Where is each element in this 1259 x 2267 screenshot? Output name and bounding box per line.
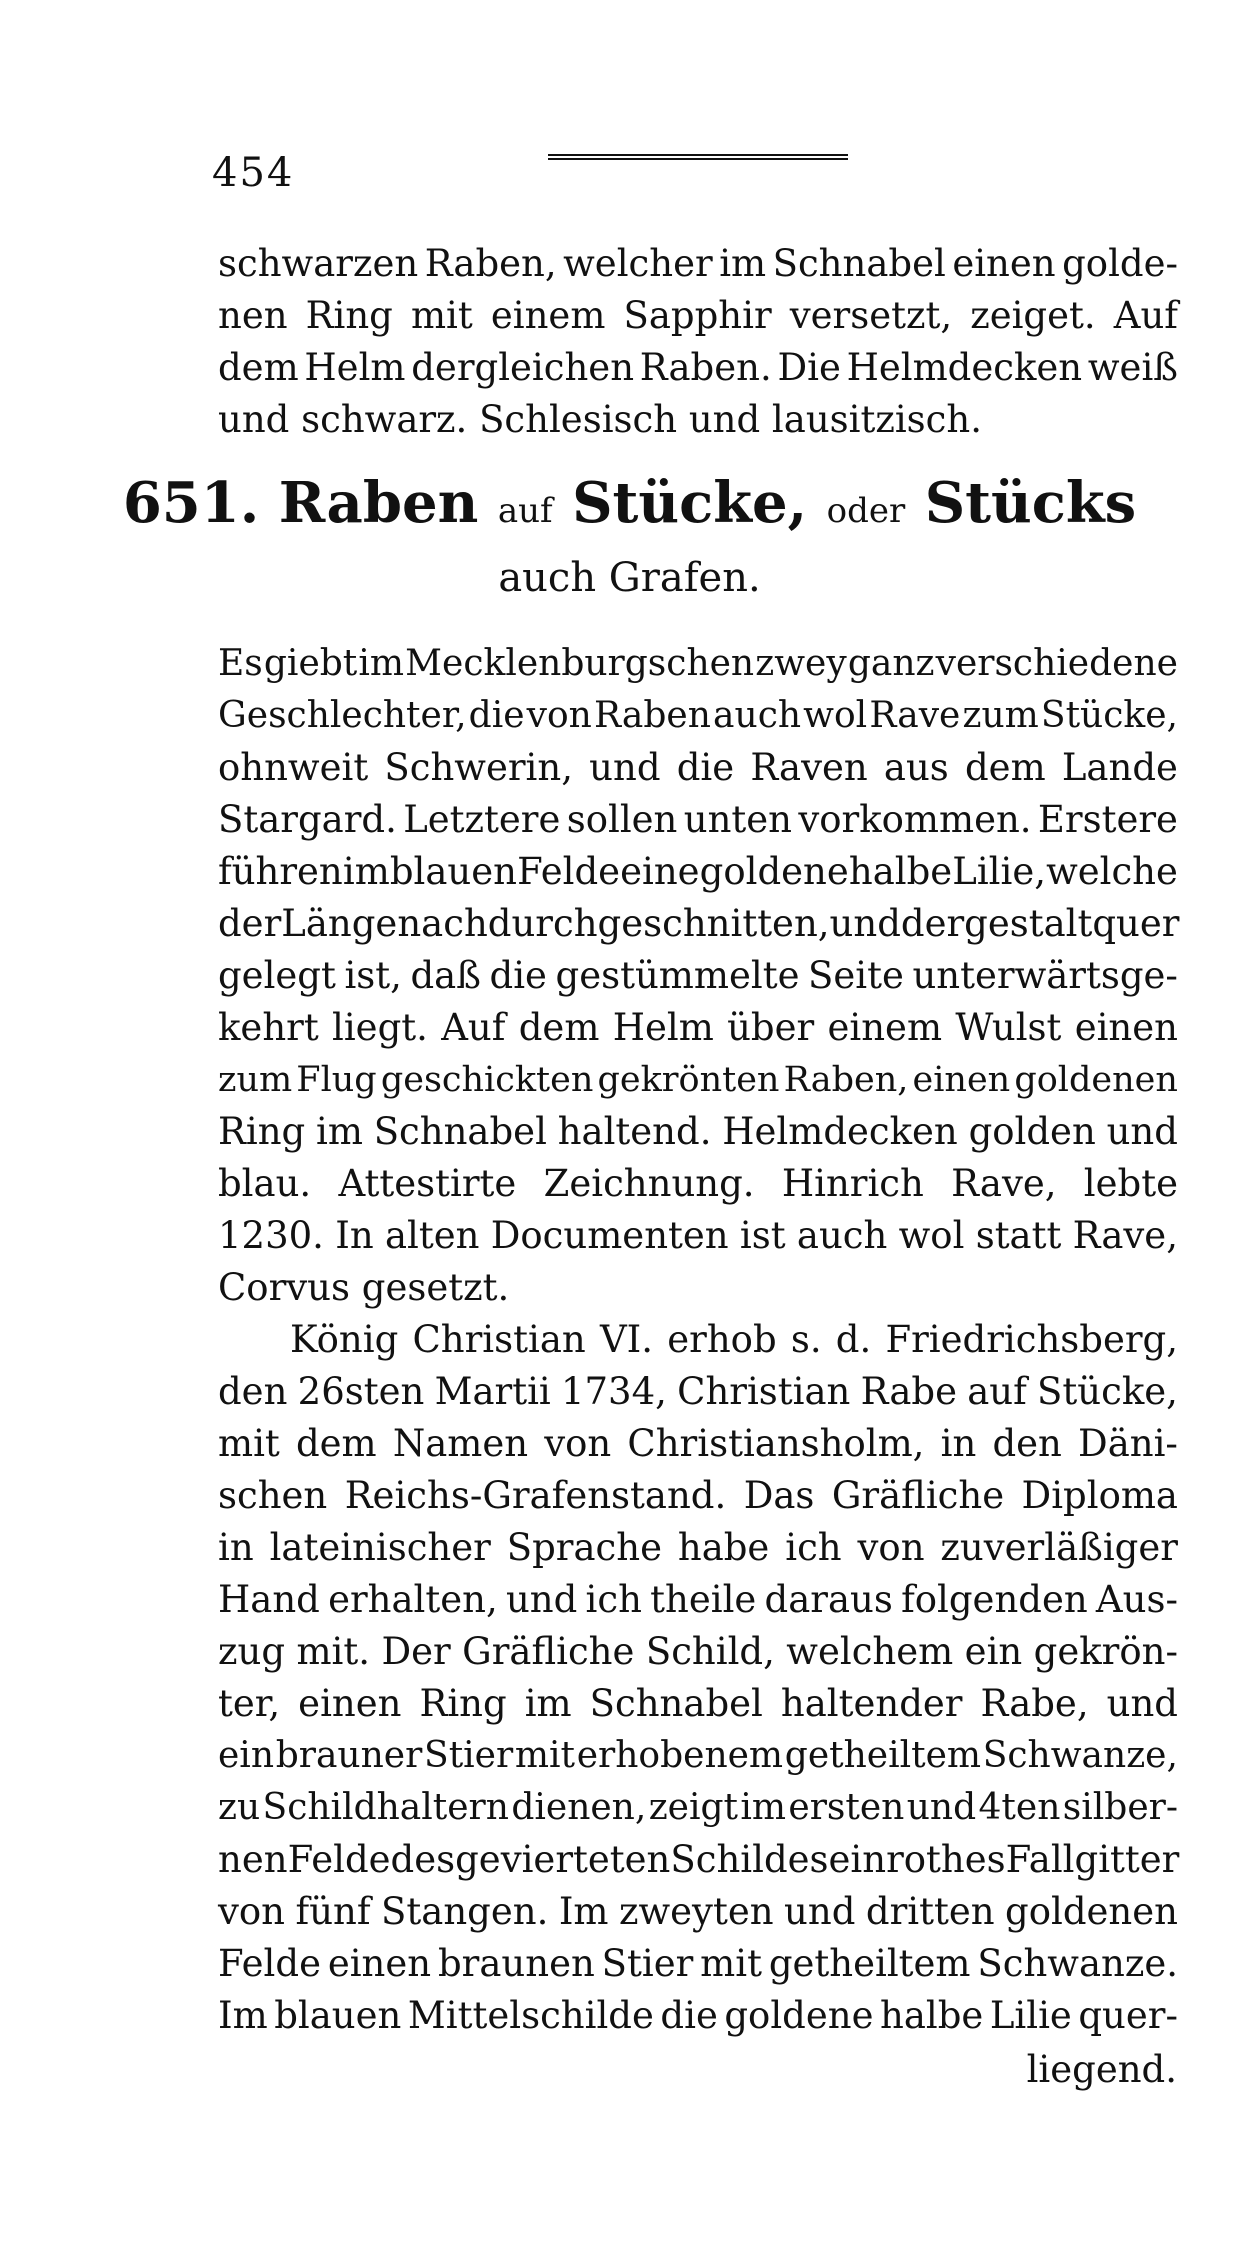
section-subheading: auch Grafen. (498, 555, 761, 601)
section-heading (0, 470, 1259, 536)
text-line: ein brauner Stier mit erhobenem getheiltem Schwanze, (218, 1735, 1178, 1776)
text-line: zum Flug geschickten gekrönten Raben, einen goldenen (218, 1060, 1178, 1100)
text-line: nen Ring mit einem Sapphir versetzt, zeiget. Auf (218, 294, 1178, 337)
text-line: Im blauen Mittelschilde die goldene halbe Lilie quer- (218, 1994, 1178, 2037)
heading-word: Stücke, (572, 470, 808, 536)
text-line: gelegt ist, daß die gestümmelte Seite unterwärtsge- (218, 954, 1178, 997)
heading-word: Raben (278, 470, 479, 536)
text-line: in lateinischer Sprache habe ich von zuverläßiger (218, 1526, 1178, 1569)
text-line: führen im blauen Felde eine goldene halbe Lilie, welche (218, 850, 1178, 893)
text-line: zug mit. Der Gräfliche Schild, welchem ein gekrön- (218, 1630, 1178, 1673)
text-line: schwarzen Raben, welcher im Schnabel einen golde- (218, 242, 1178, 285)
text-line: Stargard. Letztere sollen unten vorkommen. Erstere (218, 798, 1178, 841)
text-line: zu Schildhaltern dienen, zeigt im ersten und 4ten silber- (218, 1787, 1178, 1828)
final-word: liegend. (1026, 2048, 1177, 2091)
text-line: den 26sten Martii 1734, Christian Rabe auf Stücke, (218, 1370, 1178, 1413)
text-line: mit dem Namen von Christiansholm, in den Däni- (218, 1422, 1178, 1465)
text-line: dem Helm dergleichen Raben. Die Helmdecken weiß (218, 346, 1178, 389)
text-line: Hand erhalten, und ich theile daraus folgenden Aus- (218, 1578, 1178, 1621)
heading-number: 651. (122, 470, 260, 536)
text-line: kehrt liegt. Auf dem Helm über einem Wulst einen (218, 1006, 1178, 1049)
text-line: Geschlechter, die von Raben auch wol Rave zum Stücke, (218, 695, 1178, 736)
header-rule (548, 154, 848, 160)
text-line: der Länge nach durchgeschnitten, und dergestalt quer (218, 902, 1180, 945)
heading-word: Stücks (924, 470, 1137, 536)
text-line: 1230. In alten Documenten ist auch wol statt Rave, (218, 1214, 1178, 1257)
text-line: Ring im Schnabel haltend. Helmdecken golden und (218, 1110, 1178, 1153)
heading-word: oder (826, 491, 906, 531)
text-line: Corvus gesetzt. (218, 1266, 510, 1309)
text-line: und schwarz. Schlesisch und lausitzisch. (218, 398, 982, 441)
text-line: von fünf Stangen. Im zweyten und dritten goldenen (218, 1890, 1178, 1933)
text-line: schen Reichs-Grafenstand. Das Gräfliche Diploma (218, 1474, 1178, 1517)
text-line: ohnweit Schwerin, und die Raven aus dem Lande (218, 746, 1178, 789)
heading-word: auf (497, 491, 553, 531)
text-line: ter, einen Ring im Schnabel haltender Rabe, und (218, 1682, 1178, 1725)
page-number: 454 (212, 150, 295, 196)
text-line: nen Felde des gevierteten Schildes ein rothes Fallgitter (218, 1838, 1180, 1881)
text-line: blau. Attestirte Zeichnung. Hinrich Rave, lebte (218, 1162, 1178, 1205)
text-line: Felde einen braunen Stier mit getheiltem Schwanze. (218, 1942, 1178, 1985)
text-line: König Christian VI. erhob s. d. Friedrichsberg, (290, 1318, 1178, 1361)
text-line: Es giebt im Mecklenburgschen zwey ganz verschiedene (218, 643, 1178, 684)
